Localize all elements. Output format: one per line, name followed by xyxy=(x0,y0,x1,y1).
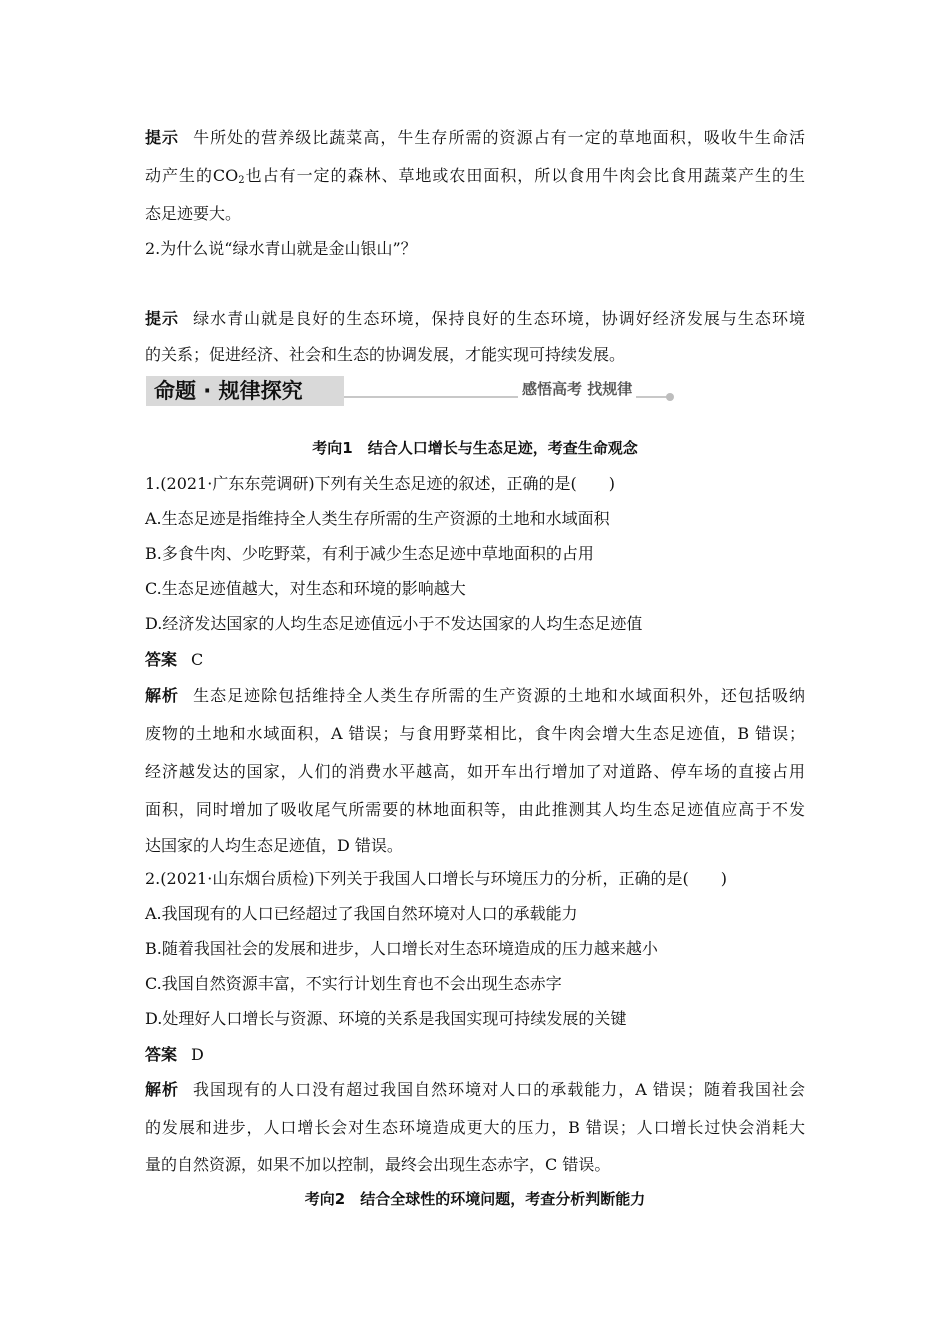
q1-option-c: C.生态足迹值越大，对生态和环境的影响越大 xyxy=(145,579,466,598)
q2-option-a: A.我国现有的人口已经超过了我国自然环境对人口的承载能力 xyxy=(145,904,578,923)
q2-stem: 2.(2021·山东烟台质检)下列关于我国人口增长与环境压力的分析，正确的是( ) xyxy=(145,869,728,888)
banner-title: 命题 · 规律探究 xyxy=(146,376,344,406)
q2-analysis-line1: 解析 我国现有的人口没有超过我国自然环境对人口的承载能力，A 错误；随着我国社会 xyxy=(145,1080,805,1099)
q1-analysis-line4: 面积，同时增加了吸收尾气所需要的林地面积等，由此推测其人均生态足迹值应高于不发 xyxy=(145,800,805,819)
q1-option-b: B.多食牛肉、少吃野菜，有利于减少生态足迹中草地面积的占用 xyxy=(145,544,594,563)
banner-subtitle: 感悟高考 找规律 xyxy=(518,378,636,399)
banner-dot-icon xyxy=(666,393,674,401)
q1-option-d: D.经济发达国家的人均生态足迹值远小于不发达国家的人均生态足迹值 xyxy=(145,614,643,633)
section-heading-2: 考向2 结合全球性的环境问题，考查分析判断能力 xyxy=(304,1190,646,1208)
hint1-line3: 态足迹要大。 xyxy=(145,204,242,223)
hint1-line2: 动产生的$CO_2$也占有一定的森林、草地或农田面积，所以食用牛肉会比食用蔬菜产生的生 xyxy=(145,166,805,186)
answer-label: 答案 xyxy=(145,650,178,669)
hint-label: 提示 xyxy=(145,309,180,328)
q1-stem: 1.(2021·广东东莞调研)下列有关生态足迹的叙述，正确的是( ) xyxy=(145,474,616,493)
analysis-label: 解析 xyxy=(145,686,180,705)
hint2-line1: 提示 绿水青山就是良好的生态环境，保持良好的生态环境，协调好经济发展与生态环境 xyxy=(145,309,805,328)
question-2: 2.为什么说“绿水青山就是金山银山”？ xyxy=(145,239,417,258)
hint2-line2: 的关系；促进经济、社会和生态的协调发展，才能实现可持续发展。 xyxy=(145,345,626,364)
q2-answer: 答案 D xyxy=(145,1045,204,1064)
q1-analysis-line2: 废物的土地和水域面积，A 错误；与食用野菜相比，食牛肉会增大生态足迹值，B 错误； xyxy=(145,724,805,743)
q2-option-b: B.随着我国社会的发展和进步，人口增长对生态环境造成的压力越来越小 xyxy=(145,939,658,958)
hint-label: 提示 xyxy=(145,128,180,147)
q1-answer: 答案 C xyxy=(145,650,204,669)
q1-analysis-line1: 解析 生态足迹除包括维持全人类生存所需的生产资源的土地和水域面积外，还包括吸纳 xyxy=(145,686,805,705)
section-banner xyxy=(146,374,676,408)
section-heading-1: 考向1 结合人口增长与生态足迹，考查生命观念 xyxy=(312,439,638,457)
q1-option-a: A.生态足迹是指维持全人类生存所需的生产资源的土地和水域面积 xyxy=(145,509,610,528)
q2-option-d: D.处理好人口增长与资源、环境的关系是我国实现可持续发展的关键 xyxy=(145,1009,627,1028)
q2-analysis-line2: 的发展和进步，人口增长会对生态环境造成更大的压力，B 错误；人口增长过快会消耗大 xyxy=(145,1118,805,1137)
q1-analysis-line5: 达国家的人均生态足迹值，D 错误。 xyxy=(145,836,403,855)
q1-analysis-line3: 经济越发达的国家，人们的消费水平越高，如开车出行增加了对道路、停车场的直接占用 xyxy=(145,762,805,781)
analysis-label: 解析 xyxy=(145,1080,180,1099)
hint1-line1: 提示 牛所处的营养级比蔬菜高，牛生存所需的资源占有一定的草地面积，吸收牛生命活 xyxy=(145,128,805,147)
answer-label: 答案 xyxy=(145,1045,178,1064)
q2-option-c: C.我国自然资源丰富，不实行计划生育也不会出现生态赤字 xyxy=(145,974,562,993)
q2-analysis-line3: 量的自然资源，如果不加以控制，最终会出现生态赤字，C 错误。 xyxy=(145,1155,611,1174)
